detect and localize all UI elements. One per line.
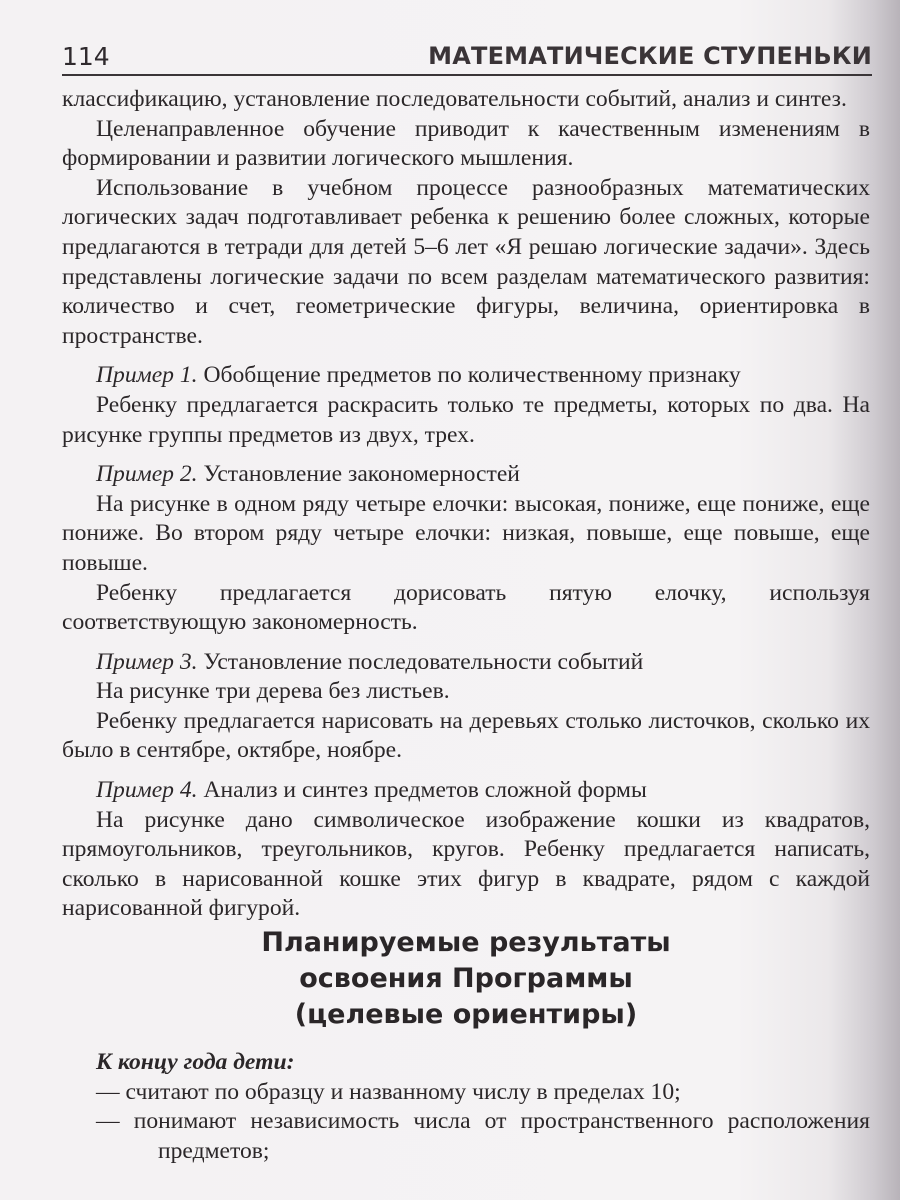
example-title: Пример 2. Установление закономерностей	[96, 461, 520, 488]
list-item: — понимают независимость числа от пространственного расположения предметов;	[96, 1108, 870, 1164]
results-list	[62, 1048, 870, 1166]
example-title: Пример 1. Обобщение предметов по количественному признаку	[96, 362, 741, 389]
example-label: Пример 3.	[96, 648, 198, 675]
example-text: Ребенку предлагается дорисовать пятую елочку, используя соответствующую закономерность.	[62, 579, 870, 636]
example-text: Ребенку предлагается раскрасить только те предметы, которых по два. На рисунке группы предметов из двух, трех.	[62, 391, 870, 448]
list-item: — считают по образцу и названному числу в пределах 10;	[96, 1078, 681, 1105]
section-heading: Планируемые результаты освоения Программы (целевые ориентиры)	[261, 927, 671, 1030]
example-label: Пример 1.	[96, 362, 198, 389]
example-title: Пример 4. Анализ и синтез предметов сложной формы	[96, 777, 647, 804]
example-text: На рисунке три дерева без листьев.	[96, 678, 450, 705]
example-text: Ребенку предлагается нарисовать на деревьях столько листочков, сколько их было в сентябре, октябре, ноябре.	[62, 707, 870, 764]
example-text: На рисунке дано символическое изображение кошки из квадратов, прямоугольников, треугольников, кругов. Ребенку предлагается написать, сколько в нарисованной кошке этих фигур в квадрате, рядом с каждой нарисованной фигурой.	[62, 806, 870, 922]
page-header	[62, 42, 872, 76]
body-text	[62, 85, 870, 924]
paragraph: классификацию, установление последовательности событий, анализ и синтез.	[62, 86, 847, 112]
running-title: МАТЕМАТИЧЕСКИЕ СТУПЕНЬКИ	[428, 42, 872, 70]
example-label: Пример 2.	[96, 461, 198, 488]
results-lead: К концу года дети:	[96, 1049, 295, 1075]
example-label: Пример 4.	[96, 777, 198, 804]
paragraph: Использование в учебном процессе разнообразных математических логических задач подготавливает ребенка к решению более сложных, которые предлагаются в тетради для детей 5–6 лет «Я решаю логические задачи». Здесь представлены логические задачи по всем разделам математического развития: количество и счет, геометрические фигуры, величина, ориентировка в пространстве.	[62, 174, 870, 349]
page-number: 114	[62, 42, 110, 71]
paragraph: Целенаправленное обучение приводит к качественным изменениям в формировании и развитии логического мышления.	[62, 115, 870, 172]
example-text: На рисунке в одном ряду четыре елочки: высокая, пониже, еще пониже, еще пониже. Во втором ряду четыре елочки: низкая, повыше, еще повыше, еще повыше.	[62, 490, 870, 576]
example-title: Пример 3. Установление последовательности событий	[96, 648, 644, 675]
